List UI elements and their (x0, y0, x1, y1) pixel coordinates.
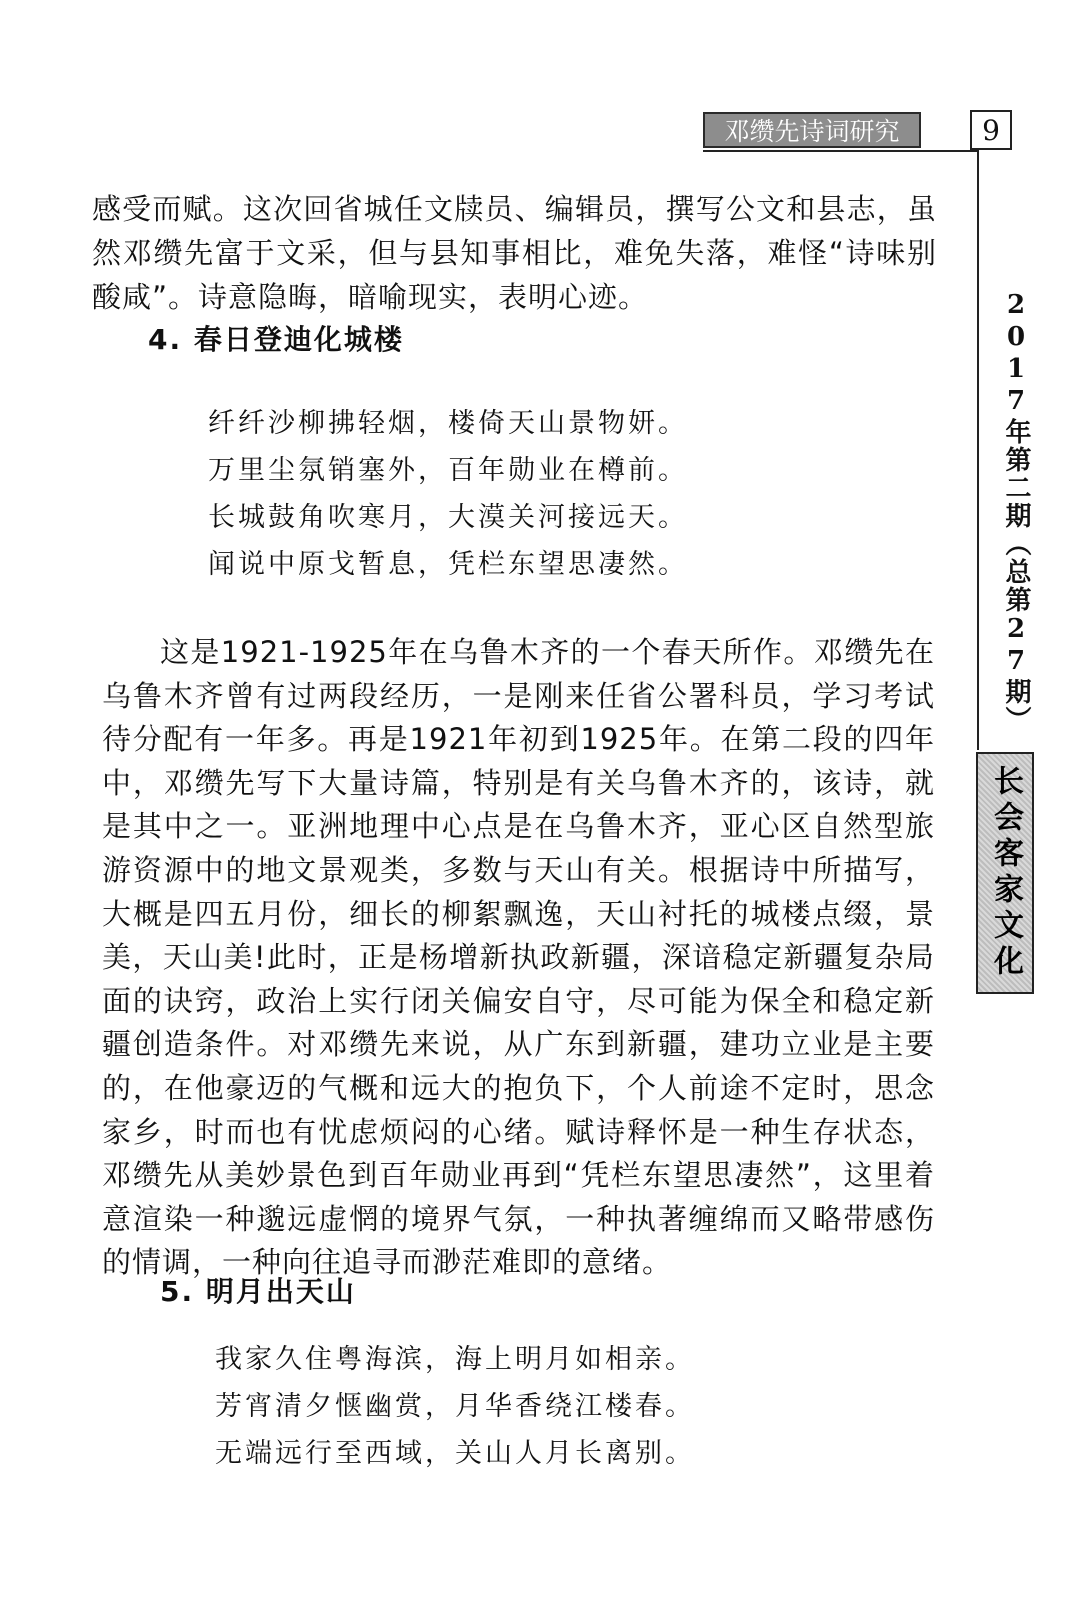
section-4-heading: 4. 春日登迪化城楼 (148, 323, 404, 356)
section-4-paragraph: 这是1921-1925年在乌鲁木齐的一个春天所作。邓缵先在乌鲁木齐曾有过两段经历，一是刚来任省公署科员，学习考试待分配有一年多。再是1921年初到1925年。在第二段的四年中，邓缵先写下大量诗篇，特别是有关乌鲁木齐的，该诗，就是其中之一。亚洲地理中心点是在乌鲁木齐，亚心区自然型旅游资源中的地文景观类，多数与天山有关。根据诗中所描写，大概是四五月份，细长的柳絮飘逸，天山衬托的城楼点缀，景美，天山美!此时，正是杨增新执政新疆，深谙稳定新疆复杂局面的诀窍，政治上实行闭关偏安自守，尽可能为保全和稳定新疆创造条件。对邓缵先来说，从广东到新疆，建功立业是主要的，在他豪迈的气概和远大的抱负下，个人前途不定时，思念家乡，时而也有忧虑烦闷的心绪。赋诗释怀是一种生存状态，邓缵先从美妙景色到百年勋业再到“凭栏东望思凄然”，这里着意渲染一种邈远虚惘的境界气氛，一种执著缠绵而又略带感伤的情调，一种向往追寻而渺茫难即的意绪。 (102, 635, 935, 1280)
poem-line: 芳宵清夕惬幽赏，月华香绕江楼春。 (215, 1391, 695, 1422)
page-number: 9 (970, 110, 1012, 150)
poem-line: 长城鼓角吹寒月，大漠关河接远天。 (208, 502, 688, 533)
plaque-text: 长会客家文化 (988, 765, 1023, 981)
poem-chunri-dengdihua-chenglou (208, 400, 688, 588)
header-rule (703, 150, 978, 152)
poem-line: 闻说中原戈暂息，凭栏东望思凄然。 (208, 549, 688, 580)
poem-line: 万里尘氛销塞外，百年勋业在樽前。 (208, 455, 688, 486)
journal-plaque (976, 752, 1034, 994)
running-header-title: 邓缵先诗词研究 (703, 112, 921, 148)
poem-mingyue-chu-tianshan (215, 1336, 695, 1477)
poem-line: 我家久住粤海滨，海上明月如相亲。 (215, 1344, 695, 1375)
section-5-heading: 5. 明月出天山 (160, 1275, 356, 1308)
poem-line: 无端远行至西域，关山人月长离别。 (215, 1438, 695, 1469)
poem-line: 纤纤沙柳拂轻烟，楼倚天山景物妍。 (208, 408, 688, 439)
issue-label: 2017年第二期（总第27期） (1001, 290, 1031, 734)
intro-paragraph: 感受而赋。这次回省城任文牍员、编辑员，撰写公文和县志，虽然邓缵先富于文采，但与县知事相比，难免失落，难怪“诗味别酸咸”。诗意隐晦，暗喻现实，表明心迹。 (92, 192, 937, 314)
